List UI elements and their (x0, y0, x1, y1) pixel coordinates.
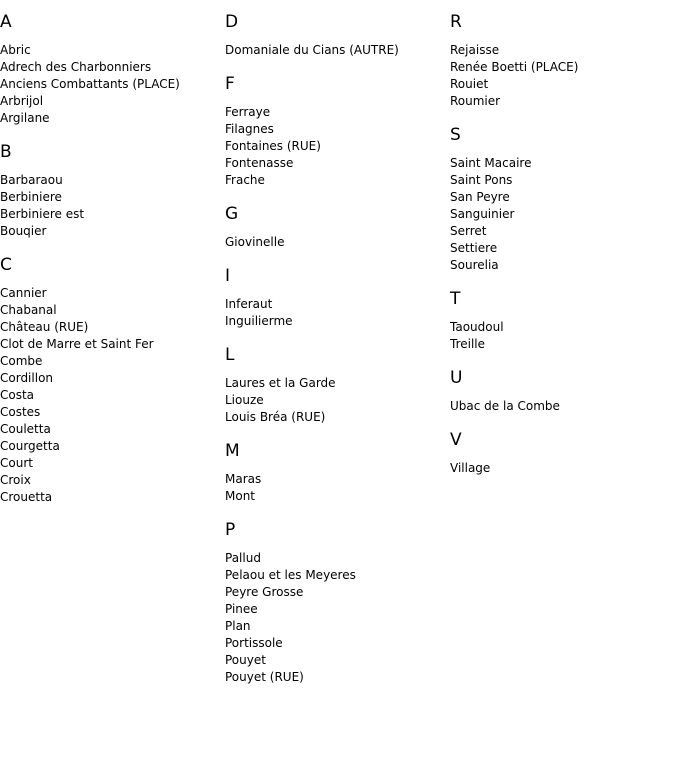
street-link[interactable]: Croix (0, 473, 31, 487)
street-link[interactable]: Abric (0, 43, 31, 57)
street-link[interactable]: Portissole (225, 636, 283, 650)
street-link[interactable]: Crouetta (0, 490, 53, 504)
index-column (0, 0, 225, 506)
street-link[interactable]: Rejaisse (450, 43, 500, 57)
street-list (450, 319, 675, 353)
street-link[interactable]: Château (RUE) (0, 320, 89, 334)
street-link[interactable]: Renée Boetti (PLACE) (450, 60, 579, 74)
street-link[interactable]: Anciens Combattants (PLACE) (0, 77, 180, 91)
letter-section (225, 74, 450, 189)
section-letter-heading: P (225, 520, 236, 540)
street-link[interactable]: Settiere (450, 241, 498, 255)
letter-section (450, 430, 675, 477)
letter-section (450, 289, 675, 353)
street-link[interactable]: Giovinelle (225, 235, 285, 249)
street-link[interactable]: Fontaines (RUE) (225, 139, 321, 153)
street-link[interactable]: Sourelia (450, 258, 499, 272)
street-link[interactable]: Taoudoul (450, 320, 504, 334)
section-letter-heading: C (0, 255, 12, 275)
street-link[interactable]: Pouyet (RUE) (225, 670, 304, 684)
letter-section (225, 345, 450, 426)
section-letter-heading: U (450, 368, 463, 388)
street-link[interactable]: Domaniale du Cians (AUTRE) (225, 43, 399, 57)
section-letter-heading: T (450, 289, 461, 309)
street-link[interactable]: Pelaou et les Meyeres (225, 568, 356, 582)
street-list (0, 285, 225, 506)
street-link[interactable]: Ferraye (225, 105, 271, 119)
section-letter-heading: D (225, 12, 239, 32)
street-link[interactable]: Ubac de la Combe (450, 399, 560, 413)
letter-section (450, 12, 675, 110)
street-link[interactable]: Arbrijol (0, 94, 44, 108)
street-link[interactable]: Adrech des Charbonniers (0, 60, 152, 74)
section-letter-heading: G (225, 204, 239, 224)
street-link[interactable]: Pallud (225, 551, 261, 565)
street-link[interactable]: Louis Bréa (RUE) (225, 410, 326, 424)
section-letter-heading: R (450, 12, 462, 32)
street-link[interactable]: Filagnes (225, 122, 274, 136)
index-column (450, 0, 675, 477)
street-list (225, 234, 450, 251)
section-letter-heading: L (225, 345, 235, 365)
letter-section (0, 142, 225, 240)
street-link[interactable]: Inferaut (225, 297, 273, 311)
section-letter-heading: V (450, 430, 462, 450)
street-list (450, 398, 675, 415)
letter-section (225, 441, 450, 505)
letter-section (225, 204, 450, 251)
street-link[interactable]: Costes (0, 405, 41, 419)
street-link[interactable]: Frache (225, 173, 265, 187)
street-link[interactable]: Chabanal (0, 303, 57, 317)
street-list (450, 155, 675, 274)
street-link[interactable]: Roumier (450, 94, 501, 108)
street-link[interactable]: Pouyet (225, 653, 266, 667)
street-list (0, 42, 225, 127)
street-link[interactable]: Liouze (225, 393, 264, 407)
letter-section (225, 266, 450, 330)
section-letter-heading: B (0, 142, 12, 162)
street-link[interactable]: Cannier (0, 286, 47, 300)
street-link[interactable]: Rouiet (450, 77, 489, 91)
street-link[interactable]: Pinee (225, 602, 258, 616)
street-link[interactable]: Saint Pons (450, 173, 513, 187)
street-link[interactable]: Courgetta (0, 439, 60, 453)
street-list (225, 42, 450, 59)
street-link[interactable]: San Peyre (450, 190, 510, 204)
street-link[interactable]: Couletta (0, 422, 51, 436)
street-list (225, 296, 450, 330)
street-link[interactable]: Treille (450, 337, 486, 351)
street-link[interactable]: Costa (0, 388, 35, 402)
street-link[interactable]: Peyre Grosse (225, 585, 304, 599)
street-list (450, 42, 675, 110)
street-link[interactable]: Berbiniere (0, 190, 62, 204)
street-link[interactable]: Barbaraou (0, 173, 63, 187)
section-letter-heading: M (225, 441, 240, 461)
street-link[interactable]: Cordillon (0, 371, 54, 385)
street-link[interactable]: Court (0, 456, 33, 470)
section-letter-heading: S (450, 125, 461, 145)
street-link[interactable]: Clot de Marre et Saint Fer (0, 337, 154, 351)
letter-section (450, 368, 675, 415)
section-letter-heading: A (0, 12, 12, 32)
street-link[interactable]: Maras (225, 472, 262, 486)
street-link[interactable]: Combe (0, 354, 43, 368)
street-list (450, 460, 675, 477)
street-link[interactable]: Plan (225, 619, 251, 633)
street-list (225, 550, 450, 686)
letter-section (0, 12, 225, 127)
letter-section (225, 520, 450, 686)
street-list (0, 172, 225, 240)
street-link[interactable]: Inguilierme (225, 314, 293, 328)
letter-section (450, 125, 675, 274)
street-link[interactable]: Laures et la Garde (225, 376, 336, 390)
street-link[interactable]: Bouqier (0, 224, 47, 238)
street-link[interactable]: Serret (450, 224, 487, 238)
index-column (225, 0, 450, 686)
street-list (225, 375, 450, 426)
street-link[interactable]: Argilane (0, 111, 50, 125)
street-link[interactable]: Saint Macaire (450, 156, 532, 170)
street-link[interactable]: Mont (225, 489, 256, 503)
street-link[interactable]: Sanguinier (450, 207, 515, 221)
street-list (225, 471, 450, 505)
street-list (225, 104, 450, 189)
letter-section (225, 12, 450, 59)
street-link[interactable]: Fontenasse (225, 156, 294, 170)
street-link[interactable]: Village (450, 461, 491, 475)
letter-section (0, 255, 225, 506)
section-letter-heading: F (225, 74, 235, 94)
section-letter-heading: I (225, 266, 231, 286)
street-link[interactable]: Berbiniere est (0, 207, 85, 221)
